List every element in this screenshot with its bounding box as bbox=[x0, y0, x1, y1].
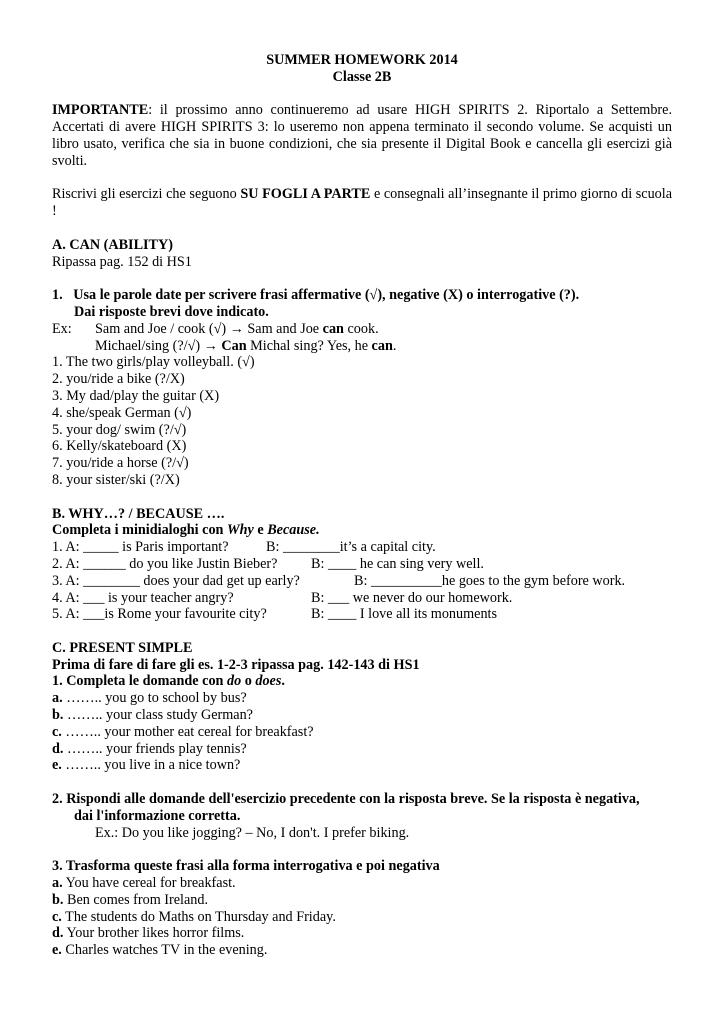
item-letter: c. bbox=[52, 723, 62, 740]
dialogue-b: B: ____ I love all its monuments bbox=[311, 606, 498, 623]
dialogue-b: B: ________it’s a capital city. bbox=[266, 539, 436, 556]
section-c-title: C. PRESENT SIMPLE bbox=[52, 639, 193, 656]
importante-text: : il prossimo anno continueremo ad usare HIGH SPIRITS 2. Riportalo a Settembre. Accertati di avere HIGH SPIRITS 3: lo useremo non appena terminato il secondo volume. Se acquisti un libro usato, verifica che sia in buone condizioni, che sia presente il Digital Book e cancella gli esercizi già svolti. bbox=[52, 102, 672, 169]
section-c-ex2-instruction: 2. Rispondi alle domande dell'esercizio precedente con la risposta breve. Se la risposta è negativa, bbox=[52, 791, 640, 808]
instr-because: Because. bbox=[267, 522, 320, 539]
example-1-bold: can bbox=[322, 320, 344, 337]
example-2-bold-2: can bbox=[371, 337, 393, 354]
list-item bbox=[52, 707, 672, 724]
dialogue-b: B: ____ he can sing very well. bbox=[311, 555, 484, 572]
example-2-mid: Michal sing? Yes, he bbox=[246, 337, 372, 354]
list-item bbox=[52, 909, 672, 926]
section-c-ex3-instruction: 3. Trasforma queste frasi alla forma interrogativa e poi negativa bbox=[52, 858, 440, 875]
dialogue-a: 2. A: ______ do you like Justin Bieber? bbox=[52, 555, 278, 572]
ex1-post: . bbox=[281, 673, 285, 690]
riscrivi-paragraph bbox=[52, 186, 672, 220]
dialogue-a: 1. A: _____ is Paris important? bbox=[52, 539, 229, 556]
instr-why: Why bbox=[227, 522, 254, 539]
riscrivi-bold: SU FOGLI A PARTE bbox=[240, 186, 371, 203]
importante-label: IMPORTANTE bbox=[52, 102, 149, 119]
list-item bbox=[52, 925, 672, 942]
example-label: Ex: bbox=[52, 320, 72, 337]
ex1-pre: 1. Completa le domande con bbox=[52, 673, 227, 690]
section-a-ex1-instruction: 1. Usa le parole date per scrivere frasi affermative (√), negative (X) o interrogative (?). bbox=[52, 287, 580, 304]
dialogue-row bbox=[52, 539, 672, 556]
section-a-example-1 bbox=[52, 321, 672, 338]
item-letter: a. bbox=[52, 690, 63, 707]
item-text: …….. your friends play tennis? bbox=[63, 740, 247, 757]
dialogue-row bbox=[52, 590, 672, 607]
list-item bbox=[52, 875, 672, 892]
item-text: You have cereal for breakfast. bbox=[62, 875, 236, 892]
section-a-example-2 bbox=[52, 338, 672, 355]
dialogue-b: B: __________he goes to the gym before work. bbox=[354, 572, 626, 589]
list-item bbox=[52, 892, 672, 909]
riscrivi-post: e consegnali all’insegnante il primo giorno di scuola ! bbox=[52, 186, 673, 220]
ex1-does: does bbox=[255, 673, 282, 690]
item-text: Charles watches TV in the evening. bbox=[61, 942, 268, 959]
item-letter: d. bbox=[52, 925, 64, 942]
list-item bbox=[52, 741, 672, 758]
list-item: 5. your dog/ swim (?/√) bbox=[52, 421, 187, 438]
list-item: 4. she/speak German (√) bbox=[52, 404, 192, 421]
example-1-text: Sam and Joe / cook (√) → Sam and Joe bbox=[95, 320, 323, 337]
item-text: Ben comes from Ireland. bbox=[63, 891, 209, 908]
document-page bbox=[52, 52, 672, 959]
list-item: 8. your sister/ski (?/X) bbox=[52, 471, 180, 488]
list-item: 7. you/ride a horse (?/√) bbox=[52, 455, 189, 472]
section-a-ex1-instruction-2: Dai risposte brevi dove indicato. bbox=[74, 303, 269, 320]
dialogue-row bbox=[52, 606, 672, 623]
section-c-ex1-instruction bbox=[52, 673, 672, 690]
dialogue-b: B: ___ we never do our homework. bbox=[311, 589, 513, 606]
document-title: SUMMER HOMEWORK 2014 bbox=[266, 52, 458, 68]
riscrivi-pre: Riscrivi gli esercizi che seguono bbox=[52, 186, 241, 203]
document-subtitle: Classe 2B bbox=[332, 68, 392, 85]
list-item bbox=[52, 942, 672, 959]
example-2-bold-1: Can bbox=[221, 337, 247, 354]
dialogue-a: 3. A: ________ does your dad get up early? bbox=[52, 572, 300, 589]
section-c-ref: Prima di fare di fare gli es. 1-2-3 ripassa pag. 142-143 di HS1 bbox=[52, 656, 420, 673]
section-c-ex2-instruction-2: dai l'informazione corretta. bbox=[74, 807, 241, 824]
list-item: 1. The two girls/play volleyball. (√) bbox=[52, 354, 255, 371]
section-b-instruction bbox=[52, 522, 672, 539]
ex1-mid: o bbox=[241, 673, 256, 690]
list-item bbox=[52, 724, 672, 741]
instr-pre: Completa i minidialoghi con bbox=[52, 522, 227, 539]
section-a-ref: Ripassa pag. 152 di HS1 bbox=[52, 253, 192, 270]
item-text: …….. you go to school by bus? bbox=[62, 690, 247, 707]
section-c-ex2-example: Ex.: Do you like jogging? – No, I don't. I prefer biking. bbox=[95, 824, 410, 841]
item-letter: e. bbox=[52, 942, 62, 959]
dialogue-row bbox=[52, 556, 672, 573]
example-2-text: Michael/sing (?/√) → bbox=[95, 337, 222, 354]
list-item: 3. My dad/play the guitar (X) bbox=[52, 387, 220, 404]
ex1-do: do bbox=[226, 673, 242, 690]
item-text: Your brother likes horror films. bbox=[63, 925, 245, 942]
example-2-post: . bbox=[392, 337, 397, 354]
item-text: …….. your class study German? bbox=[63, 707, 253, 724]
item-text: The students do Maths on Thursday and Friday. bbox=[61, 908, 336, 925]
list-item: 2. you/ride a bike (?/X) bbox=[52, 371, 185, 388]
item-text: …….. you live in a nice town? bbox=[61, 757, 241, 774]
importante-paragraph bbox=[52, 102, 672, 169]
dialogue-a: 4. A: ___ is your teacher angry? bbox=[52, 589, 234, 606]
list-item bbox=[52, 757, 672, 774]
dialogue-a: 5. A: ___is Rome your favourite city? bbox=[52, 606, 267, 623]
item-letter: c. bbox=[52, 908, 62, 925]
list-item: 6. Kelly/skateboard (X) bbox=[52, 438, 187, 455]
item-letter: d. bbox=[52, 740, 64, 757]
section-b-title: B. WHY…? / BECAUSE …. bbox=[52, 505, 225, 522]
item-text: …….. your mother eat cereal for breakfast? bbox=[61, 723, 314, 740]
list-item bbox=[52, 690, 672, 707]
example-1-post: cook. bbox=[343, 320, 379, 337]
item-letter: b. bbox=[52, 891, 64, 908]
item-letter: b. bbox=[52, 707, 64, 724]
item-letter: a. bbox=[52, 875, 63, 892]
dialogue-row bbox=[52, 573, 672, 590]
item-letter: e. bbox=[52, 757, 62, 774]
section-a-title: A. CAN (ABILITY) bbox=[52, 236, 173, 253]
instr-mid: e bbox=[253, 522, 268, 539]
